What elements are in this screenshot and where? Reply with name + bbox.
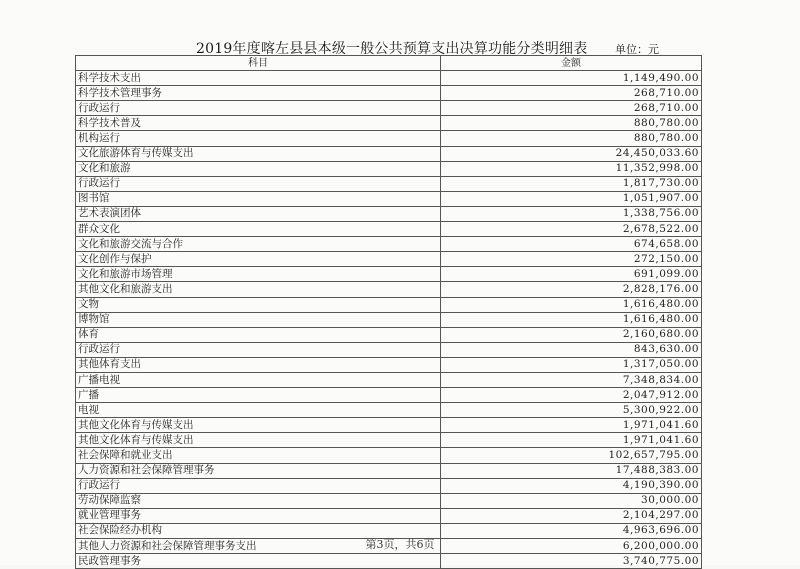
row-subject: 文化创作与保护 — [76, 252, 441, 267]
row-subject: 就业管理事务 — [76, 508, 441, 523]
row-amount: 7,348,834.00 — [441, 372, 702, 387]
table-row — [76, 433, 702, 448]
row-subject: 其他文化和旅游支出 — [76, 282, 441, 297]
table-row — [76, 161, 702, 176]
table-row — [76, 131, 702, 146]
row-subject: 广播 — [76, 388, 441, 403]
table-row — [76, 554, 702, 569]
table-row — [76, 448, 702, 463]
row-amount: 268,710.00 — [441, 101, 702, 116]
page-title: 2019年度喀左县县本级一般公共预算支出决算功能分类明细表 — [196, 41, 588, 57]
table-row — [76, 418, 702, 433]
row-subject: 民政管理事务 — [76, 554, 441, 569]
table-row — [76, 342, 702, 357]
row-amount: 1,971,041.60 — [441, 418, 702, 433]
row-amount: 17,488,383.00 — [441, 463, 702, 478]
row-amount: 11,352,998.00 — [441, 161, 702, 176]
row-amount: 4,190,390.00 — [441, 478, 702, 493]
row-amount: 1,149,490.00 — [441, 71, 702, 86]
row-amount: 674,658.00 — [441, 237, 702, 252]
row-subject: 文化和旅游 — [76, 161, 441, 176]
row-subject: 文化和旅游市场管理 — [76, 267, 441, 282]
row-subject: 其他人力资源和社会保障管理事务支出 — [76, 539, 441, 554]
row-subject: 劳动保障监察 — [76, 493, 441, 508]
table-row — [76, 252, 702, 267]
row-amount: 30,000.00 — [441, 493, 702, 508]
row-amount: 1,317,050.00 — [441, 357, 702, 372]
row-subject: 电视 — [76, 403, 441, 418]
row-amount: 268,710.00 — [441, 86, 702, 101]
row-subject: 文物 — [76, 297, 441, 312]
row-subject: 博物馆 — [76, 312, 441, 327]
table-row — [76, 267, 702, 282]
row-amount: 4,963,696.00 — [441, 523, 702, 538]
table-row — [76, 222, 702, 237]
row-amount: 1,817,730.00 — [441, 176, 702, 191]
row-subject: 科学技术普及 — [76, 116, 441, 131]
row-subject: 其他体育支出 — [76, 357, 441, 372]
row-amount: 2,678,522.00 — [441, 222, 702, 237]
row-subject: 广播电视 — [76, 372, 441, 387]
table-row — [76, 372, 702, 387]
table-row — [76, 206, 702, 221]
table-row — [76, 508, 702, 523]
row-subject: 科学技术支出 — [76, 71, 441, 86]
unit-label: 单位：元 — [615, 43, 659, 56]
row-amount: 843,630.00 — [441, 342, 702, 357]
table-row — [76, 327, 702, 342]
table-row — [76, 388, 702, 403]
row-amount: 1,051,907.00 — [441, 191, 702, 206]
row-subject: 其他文化体育与传媒支出 — [76, 418, 441, 433]
budget-table — [75, 55, 702, 569]
row-subject: 人力资源和社会保障管理事务 — [76, 463, 441, 478]
row-amount: 880,780.00 — [441, 131, 702, 146]
row-subject: 图书馆 — [76, 191, 441, 206]
row-amount: 691,099.00 — [441, 267, 702, 282]
table-row — [76, 312, 702, 327]
row-subject: 文化和旅游交流与合作 — [76, 237, 441, 252]
table-row — [76, 493, 702, 508]
column-header-amount: 金额 — [441, 56, 702, 71]
row-amount: 1,338,756.00 — [441, 206, 702, 221]
table-row — [76, 176, 702, 191]
table-body — [76, 71, 702, 569]
table-row — [76, 403, 702, 418]
row-amount: 2,104,297.00 — [441, 508, 702, 523]
page-footer: 第3页，共6页 — [365, 538, 435, 551]
row-subject: 行政运行 — [76, 478, 441, 493]
row-subject: 体育 — [76, 327, 441, 342]
row-amount: 2,047,912.00 — [441, 388, 702, 403]
table-header-row — [76, 56, 702, 71]
row-subject: 社会保险经办机构 — [76, 523, 441, 538]
table-row — [76, 86, 702, 101]
row-subject: 行政运行 — [76, 176, 441, 191]
row-amount: 102,657,795.00 — [441, 448, 702, 463]
row-subject: 群众文化 — [76, 222, 441, 237]
row-amount: 880,780.00 — [441, 116, 702, 131]
row-amount: 1,616,480.00 — [441, 297, 702, 312]
row-subject: 文化旅游体育与传媒支出 — [76, 146, 441, 161]
row-amount: 5,300,922.00 — [441, 403, 702, 418]
table-row — [76, 237, 702, 252]
row-amount: 1,616,480.00 — [441, 312, 702, 327]
table-row — [76, 478, 702, 493]
row-subject: 艺术表演团体 — [76, 206, 441, 221]
row-amount: 272,150.00 — [441, 252, 702, 267]
row-subject: 行政运行 — [76, 342, 441, 357]
row-amount: 1,971,041.60 — [441, 433, 702, 448]
row-amount: 2,160,680.00 — [441, 327, 702, 342]
row-subject: 其他文化体育与传媒支出 — [76, 433, 441, 448]
table-row — [76, 71, 702, 86]
column-header-subject: 科目 — [76, 56, 441, 71]
table-row — [76, 101, 702, 116]
row-subject: 社会保障和就业支出 — [76, 448, 441, 463]
row-subject: 科学技术管理事务 — [76, 86, 441, 101]
row-amount: 6,200,000.00 — [441, 539, 702, 554]
row-amount: 24,450,033.60 — [441, 146, 702, 161]
row-amount: 2,828,176.00 — [441, 282, 702, 297]
row-amount: 3,740,775.00 — [441, 554, 702, 569]
table-row — [76, 191, 702, 206]
table-row — [76, 116, 702, 131]
table-row — [76, 282, 702, 297]
table-row — [76, 146, 702, 161]
table-row — [76, 357, 702, 372]
table-row — [76, 297, 702, 312]
row-subject: 机构运行 — [76, 131, 441, 146]
row-subject: 行政运行 — [76, 101, 441, 116]
table-row — [76, 463, 702, 478]
